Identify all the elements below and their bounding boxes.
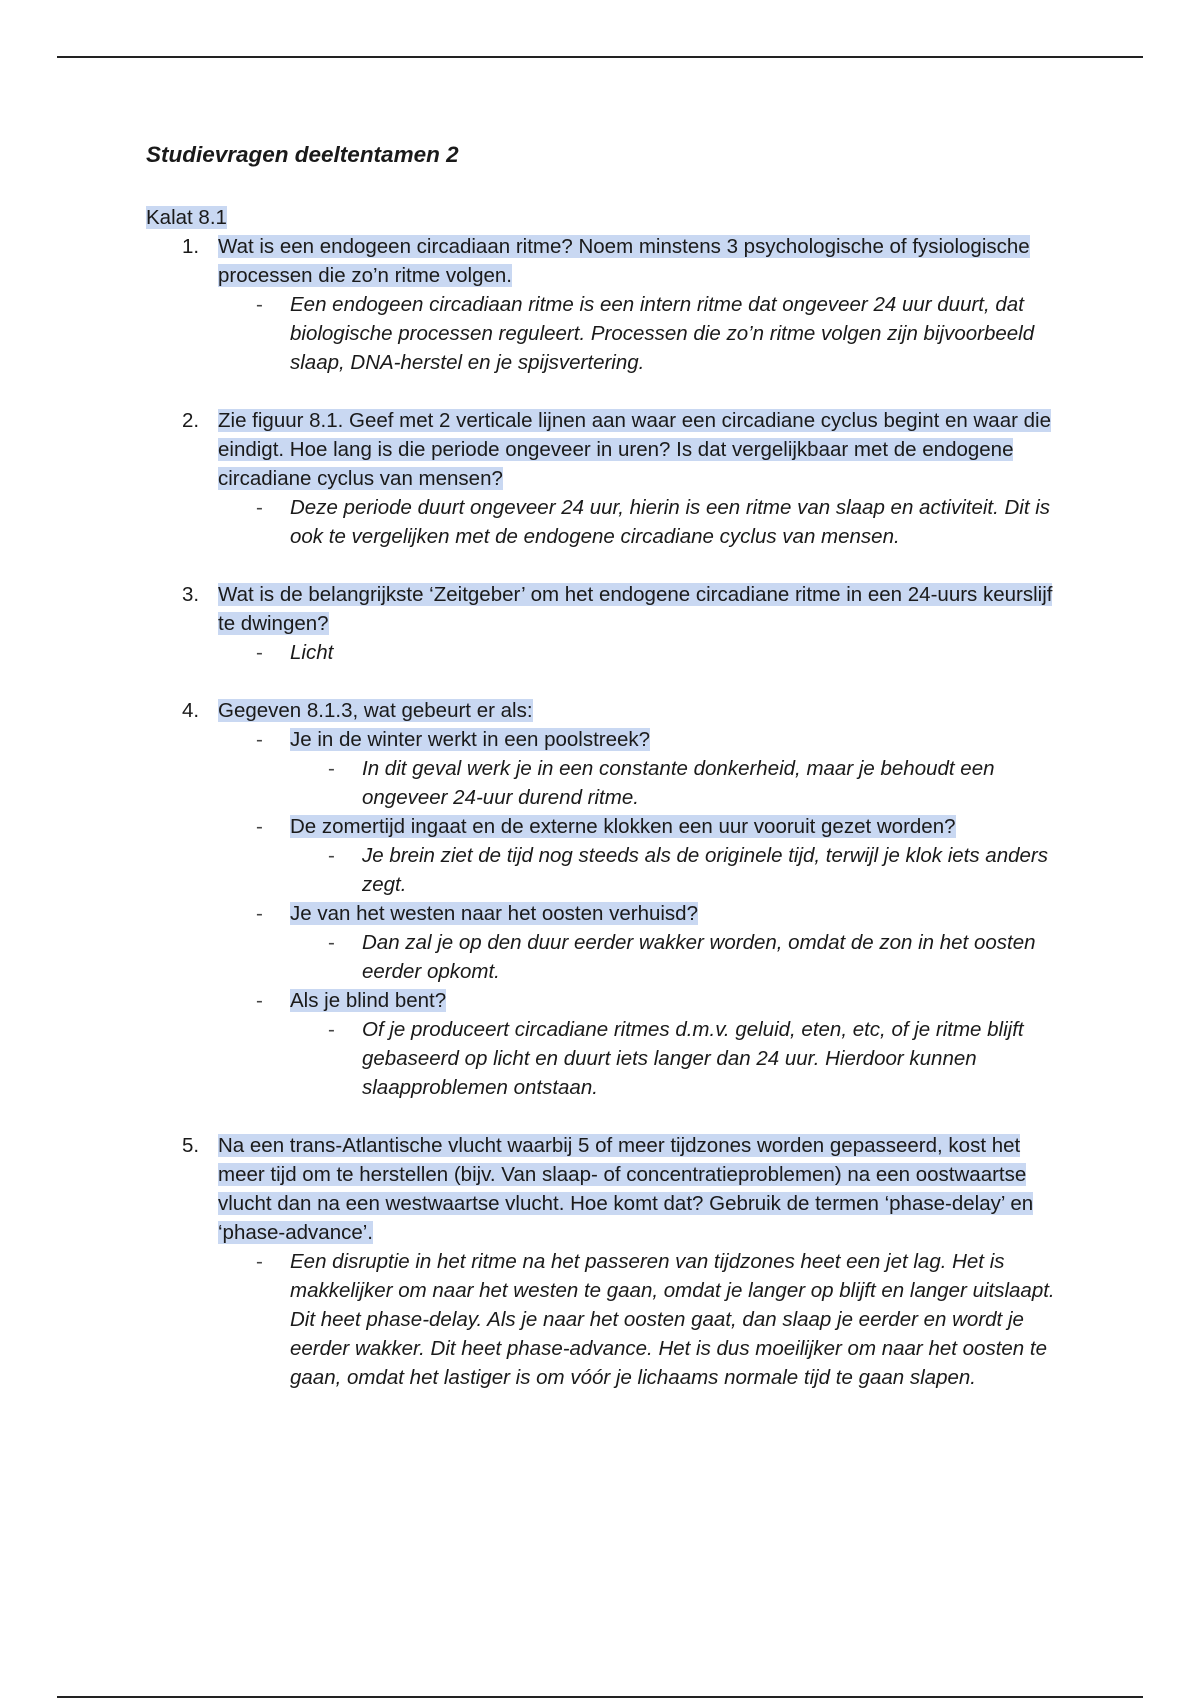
subquestion-answer: Je brein ziet de tijd nog steeds als de originele tijd, terwijl je klok iets anders zegt. — [362, 844, 1048, 896]
answer-item — [218, 1247, 1066, 1392]
question-5-answers — [218, 1247, 1066, 1392]
answer-item — [290, 928, 1066, 986]
question-5-text-wrap — [218, 1131, 1066, 1247]
subquestion-item — [218, 812, 1066, 899]
question-1-number: 1. — [182, 235, 200, 258]
answer-item — [290, 754, 1066, 812]
question-5-text: Na een trans-Atlantische vlucht waarbij 5 of meer tijdzones worden gepasseerd, kost het meer tijd om te herstellen (bijv. Van slaap- of concentratieproblemen) na een oostwaartse vlucht dan na een westwaartse vlucht. Hoe komt dat? Gebruik de termen ‘phase-delay’ en ‘phase-advance’. — [218, 1134, 1034, 1244]
dash-bullet-icon: - — [256, 989, 263, 1012]
question-2-text: Zie figuur 8.1. Geef met 2 verticale lijnen aan waar een circadiane cyclus begint en waar die eindigt. Hoe lang is die periode ongeveer in uren? Is dat vergelijkbaar met de endogene circadiane cyclus van mensen? — [218, 409, 1051, 490]
question-4-subquestions — [218, 725, 1066, 1102]
bottom-rule — [57, 1696, 1143, 1698]
answer-item — [218, 638, 1066, 667]
subquestion-answers — [290, 1015, 1066, 1102]
question-1-answers — [218, 290, 1066, 377]
question-1-text-wrap — [218, 232, 1066, 290]
dash-bullet-icon: - — [256, 728, 263, 751]
question-4-number: 4. — [182, 699, 200, 722]
subquestion-text-wrap — [290, 986, 1066, 1015]
question-4 — [146, 696, 1066, 1102]
dash-bullet-icon: - — [328, 844, 335, 867]
dash-bullet-icon: - — [256, 902, 263, 925]
document-page — [146, 140, 1066, 1392]
subquestion-text-wrap — [290, 725, 1066, 754]
subquestion-text: Als je blind bent? — [290, 989, 447, 1012]
question-5-answer: Een disruptie in het ritme na het passeren van tijdzones heet een jet lag. Het is makkelijker om naar het westen te gaan, omdat je langer op blijft en langer uitslaapt. Dit heet phase-delay. Als je naar het oosten gaat, dan slaap je eerder en wordt je eerder wakker. Dit heet phase-advance. Het is dus moeilijker om naar het oosten te gaan, omdat het lastiger is om vóór je lichaams normale tijd te gaan slapen. — [290, 1250, 1055, 1389]
subquestion-text: De zomertijd ingaat en de externe klokken een uur vooruit gezet worden? — [290, 815, 956, 838]
subquestion-text-wrap — [290, 812, 1066, 841]
question-4-text: Gegeven 8.1.3, wat gebeurt er als: — [218, 699, 533, 722]
document-title: Studievragen deeltentamen 2 — [146, 142, 459, 167]
subquestion-item — [218, 725, 1066, 812]
question-1 — [146, 232, 1066, 377]
subquestion-item — [218, 899, 1066, 986]
subquestion-text: Je in de winter werkt in een poolstreek? — [290, 728, 651, 751]
answer-item — [290, 841, 1066, 899]
question-2-number: 2. — [182, 409, 200, 432]
question-3-text: Wat is de belangrijkste ‘Zeitgeber’ om het endogene circadiane ritme in een 24-uurs keurslijf te dwingen? — [218, 583, 1053, 635]
dash-bullet-icon: - — [256, 815, 263, 838]
subquestion-answers — [290, 928, 1066, 986]
question-2-answers — [218, 493, 1066, 551]
subquestion-answers — [290, 841, 1066, 899]
question-list — [146, 232, 1066, 1392]
subquestion-text: Je van het westen naar het oosten verhuisd? — [290, 902, 698, 925]
dash-bullet-icon: - — [256, 641, 263, 664]
question-5-number: 5. — [182, 1134, 200, 1157]
subquestion-answer: Dan zal je op den duur eerder wakker worden, omdat de zon in het oosten eerder opkomt. — [362, 931, 1036, 983]
question-5 — [146, 1131, 1066, 1392]
question-2-text-wrap — [218, 406, 1066, 493]
answer-item — [218, 493, 1066, 551]
question-3-text-wrap — [218, 580, 1066, 638]
subquestion-answer: In dit geval werk je in een constante donkerheid, maar je behoudt een ongeveer 24-uur durend ritme. — [362, 757, 995, 809]
subquestion-text-wrap — [290, 899, 1066, 928]
subquestion-item — [218, 986, 1066, 1102]
question-3-answers — [218, 638, 1066, 667]
question-3-answer: Licht — [290, 641, 334, 664]
top-rule — [57, 56, 1143, 58]
dash-bullet-icon: - — [328, 757, 335, 780]
section-heading — [146, 203, 1066, 232]
question-4-text-wrap — [218, 696, 1066, 725]
dash-bullet-icon: - — [328, 1018, 335, 1041]
subquestion-answers — [290, 754, 1066, 812]
question-3-number: 3. — [182, 583, 200, 606]
subquestion-answer: Of je produceert circadiane ritmes d.m.v. geluid, eten, etc, of je ritme blijft gebaseerd op licht en duurt iets langer dan 24 uur. Hierdoor kunnen slaapproblemen ontstaan. — [362, 1018, 1024, 1099]
answer-item — [290, 1015, 1066, 1102]
dash-bullet-icon: - — [256, 293, 263, 316]
question-1-text: Wat is een endogeen circadiaan ritme? Noem minstens 3 psychologische of fysiologische processen die zo’n ritme volgen. — [218, 235, 1030, 287]
dash-bullet-icon: - — [256, 496, 263, 519]
question-3 — [146, 580, 1066, 667]
question-1-answer: Een endogeen circadiaan ritme is een intern ritme dat ongeveer 24 uur duurt, dat biologische processen reguleert. Processen die zo’n ritme volgen zijn bijvoorbeeld slaap, DNA-herstel en je spijsvertering. — [290, 293, 1035, 374]
question-2-answer: Deze periode duurt ongeveer 24 uur, hierin is een ritme van slaap en activiteit. Dit is ook te vergelijken met de endogene circadiane cyclus van mensen. — [290, 496, 1051, 548]
dash-bullet-icon: - — [328, 931, 335, 954]
section-heading-text: Kalat 8.1 — [146, 206, 227, 229]
answer-item — [218, 290, 1066, 377]
question-2 — [146, 406, 1066, 551]
dash-bullet-icon: - — [256, 1250, 263, 1273]
